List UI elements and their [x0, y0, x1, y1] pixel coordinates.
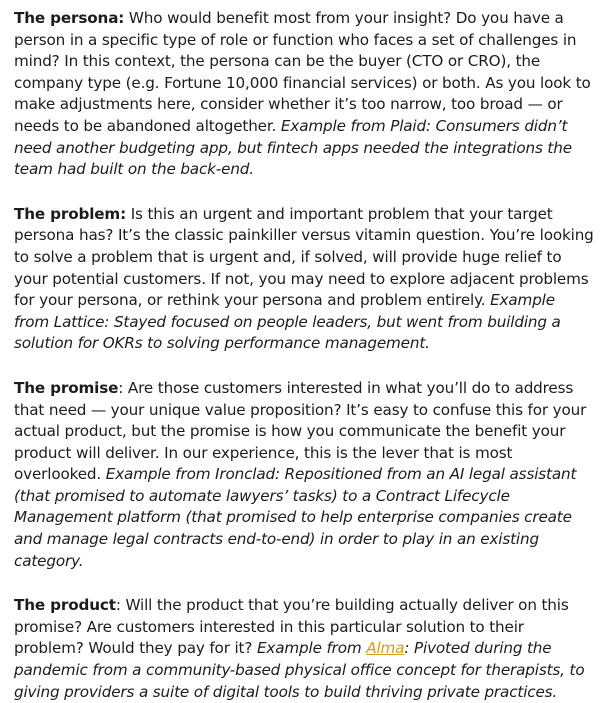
- alma-link[interactable]: Alma: [366, 639, 405, 658]
- section-product: [14, 595, 594, 703]
- section-heading: The problem:: [14, 204, 127, 223]
- section-promise: [14, 378, 594, 572]
- section-heading: The promise: [14, 378, 119, 397]
- section-problem: [14, 204, 594, 355]
- section-heading: The product: [14, 596, 116, 615]
- section-example: Example from Lattice: Stayed focused on people leaders, but went from building a solution for OKRs to solving performance management.: [14, 291, 561, 353]
- section-body: : Are those customers interested in what you’ll do to address that need — your unique value proposition? It’s easy to confuse this for your actual product, but the promise is how you communicate the benefit your product will deliver. In our experience, this is the lever that is most overlooked.: [14, 378, 587, 484]
- section-body: Who would benefit most from your insight? Do you have a person in a specific type of role or function who faces a set of challenges in mind? In this context, the persona can be the buyer (CTO or CRO), the company type (e.g. Fortune 10,000 financial services) or both. As you look to make adjustments here, consider whether it’s too narrow, too broad — or needs to be abandoned altogether.: [14, 9, 591, 135]
- section-example: Example from Ironclad: Repositioned from an AI legal assistant (that promised to automate lawyers’ tasks) to a Contract Lifecycle Management platform (that promised to help enterprise companies create and manage legal contracts end-to-end) in order to play in an existing category.: [14, 465, 577, 570]
- section-body: : Will the product that you’re building actually deliver on this promise? Are customers interested in this particular solution to their problem? Would they pay for it?: [14, 596, 569, 658]
- section-persona: [14, 8, 594, 181]
- section-heading: The persona:: [14, 9, 125, 27]
- example-prefix: Example from: [256, 639, 367, 658]
- section-body: Is this an urgent and important problem that your target persona has? It’s the classic painkiller versus vitamin question. You’re looking to solve a problem that is urgent and, if solved, will provide huge relief to your potential customers. If not, you may need to explore adjacent problems for your persona, or rethink your persona and problem entirely.: [14, 204, 594, 310]
- section-example: Example from Plaid: Consumers didn’t need another budgeting app, but fintech apps needed the integrations the team had built on the back-end.: [14, 116, 572, 179]
- example-suffix: : Pivoted during the pandemic from a community-based physical office concept for therapists, to giving providers a suite of digital tools to build thriving private practices.: [14, 639, 585, 701]
